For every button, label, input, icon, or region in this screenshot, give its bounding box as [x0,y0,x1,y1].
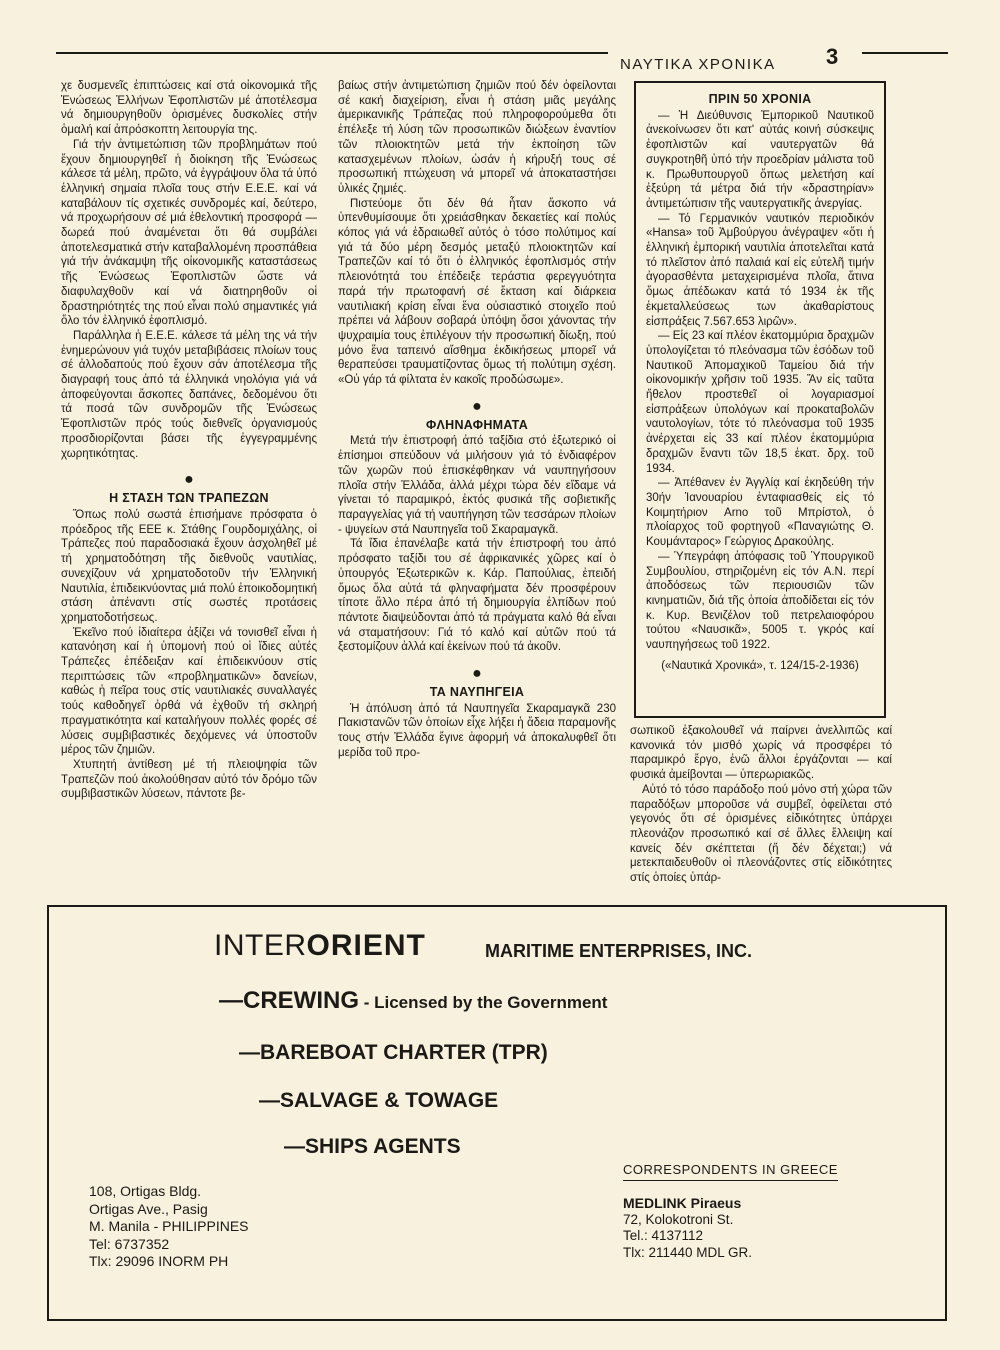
box-paragraph: — Εἰς 23 καί πλέον ἑκατομμύρια δραχμῶν ὑπολογίζεται τό πλεόνασμα τῶν ἐσόδων τοῦ Ναυτικοῦ Ἀπομαχικοῦ Ταμείου διά τήν οἰκονομικήν χρῆσιν τοῦ 1935. Ἄν εἰς ταῦτα ἤθελον προστεθεῖ οἱ λογαριασμοί εἰσπράξεων ὑπολόγων καί προκαταβολῶν ναυτολογίων, τότε τό πλεόνασμα τοῦ 1935 ἀνέρχεται εἰς 33 καί πλέον ἑκατομμύρια δραχμῶν ἔναντι τῶν 18,5 ἑκατ. δρχ. τοῦ 1934. [646,330,874,475]
address-line: Tel: 6737352 [89,1235,170,1252]
fifty-years-ago-box [634,81,886,718]
col2-paragraph: Ἡ ἀπόλυση ἀπό τά Ναυπηγεῖα Σκαραμαγκᾶ 230 Πακιστανῶν τῶν ὁποίων εἶχε λήξει ἡ ἄδεια παραμονῆς τους στήν Ἑλλάδα ἔγινε ἀφορμή νά ἀποκαλυφθεῖ ὅτι μερίδα τοῦ προ- [338,702,616,759]
correspondent-name: MEDLINK Piraeus [623,1195,742,1211]
box-source: («Ναυτικά Χρονικά», τ. 124/15-2-1936) [661,659,859,672]
address-line: Ortigas Ave., Pasig [89,1200,208,1217]
company-name: MARITIME ENTERPRISES, INC. [485,941,753,961]
col3-paragraph: σωπικοῦ ἐξακολουθεῖ νά παίρνει ἀνελλιπῶς καί κανονικά τόν μισθό χωρίς νά προσφέρει τό παραμικρό ἔργο, ἐνῶ ἄλλοι ἐργάζονται — καί φυσικά ἀμείβονται — ὑπερωριακῶς. [630,725,892,782]
address-line: M. Manila - PHILIPPINES [89,1218,249,1234]
col1-paragraph: Ἐκεῖνο πού ἰδιαίτερα ἀξίζει νά τονισθεῖ εἶναι ἡ κατανόηση καί ἡ ὑπομονή πού οἱ ἴδιες αὐτές Τράπεζες ἐπέδειξαν καί ἐπιδεικνύουν στίς περιπτώσεις τῶν «προβληματικῶν» δανείων, καθώς ἡ πεῖρα τους στίς ναυτιλιακές συναλλαγές τούς καθοδηγεῖ ὀρθά νά ἐχθοῦν τή σκληρή πραγματικότητα καί καταλήγουν πολλές φορές σέ λύσεις συμβιβαστικές δεχόμενες νά ὑποστοῦν μέρος τῶν ζημιῶν. [61,626,317,757]
correspondents-heading: CORRESPONDENTS IN GREECE [623,1162,838,1181]
service-salvage: —SALVAGE & TOWAGE [259,1089,499,1112]
publication-title: ΝΑΥΤΙΚΑ ΧΡΟΝΙΚΑ [620,56,776,73]
section-heading-shipyards: ΤΑ ΝΑΥΠΗΓΕΙΑ [429,685,525,700]
page-number: 3 [826,44,839,69]
box-paragraph: — Τό Γερμανικόν ναυτικόν περιοδικόν «Hansa» τοῦ Ἀμβούργου ἀνέγραψεν «ὅτι ἡ ἑλληνική ἐμπορική ναυτιλία ἀποτελεῖται κατά τό πλεῖστον ἀπό παλαιά καί εἰς εὐτελῆ τιμήν ἀγορασθέντα μεταχειρισμένα πλοῖα, ἅτινα ὅμως ἀπέδωκαν κατά τό 1934 ἐκ τῆς ἐκμεταλλεύσεως των ἀκαθαρίστους εἰσπράξεις 7.567.653 λιρῶν». [646,212,874,328]
address-line: Tlx: 29096 INORM PH [89,1253,229,1269]
col3-paragraph: Αὐτό τό τόσο παράδοξο πού μόνο στή χώρα τῶν παραδόξων μποροῦσε νά συμβεῖ, ὀφείλεται στό γεγονός ὅτι σέ ὁρισμένες εἰδικότητες ὑπάρχει πλεονάζον προσωπικό καί σέ ἄλλες ἔλλειψη καί κανείς δέν σκέπτεται (ἤ δέν δέχεται;) νά μετεκπαιδευθοῦν οἱ πλεονάζοντες στίς εἰδικότητες στίς ὁποίες ὑπάρ- [630,783,892,885]
col1-paragraph: Γιά τήν ἀντιμετώπιση τῶν προβλημάτων πού ἔχουν δημιουργηθεῖ ἡ διοίκηση τῆς Ἑνώσεως κάλεσε τά μέλη, πρῶτο, νά ἐγγράψουν ὅλα τά ὑπό ἑλληνική σημαία πλοῖα τους στήν Ε.Ε.Ε. καί νά καταβάλουν τίς σχετικές συνδρομές καί, δεύτερο, νά προχωρήσουν σέ μιά ἐθελοντική προσφορά — δωρεά πού ἀναμένεται ὅτι θά συμβάλει ἀποτελεσματικά στήν καταβαλλομένη προσπάθεια γιά τήν ἀνάκαμψη τῆς οἰκονομικῆς καταστάσεως τῆς Ἑνώσεως Ἐφοπλιστῶν ὥστε νά διαφυλαχθοῦν καί νά διατηρηθοῦν οἱ δραστηριότητές της πού εἶναι πολύ σημαντικές γιά ὅλο τόν ἑλληνικό ἐφοπλισμό. [61,138,317,328]
interorient-logo: INTERORIENT [214,929,426,962]
col1-paragraph: Παράλληλα ἡ Ε.Ε.Ε. κάλεσε τά μέλη της νά τήν ἐνημερώνουν γιά τυχόν μεταβιβάσεις πλοίων τους σέ ἀλλοδαπούς πού ἔχουν σάν ἀποτέλεσμα τῆς διαγραφή τους ἀπό τά ἑλληνικά νηολόγια γιά νά ἀποφεύγονται ἄσκοπες δαπάνες, δεδομένου ὅτι τά ποσά τῶν συνδρομῶν τῆς Ἑνώσεως Ἐφοπλιστῶν πρός τούς διεθνεῖς ὀργανισμούς προσδιορίζονται βάσει τῆς ἐγγεγραμμένης χωρητικότητας. [61,329,317,460]
box-title: ΠΡΙΝ 50 ΧΡΟΝΙΑ [708,92,812,106]
service-agents: —SHIPS AGENTS [284,1135,461,1158]
header-rule-left [56,52,608,54]
interorient-advertisement [47,905,947,1321]
correspondent-line: 72, Kolokotroni St. [623,1211,734,1227]
section-bullet: ● [184,471,194,489]
col2-paragraph: Πιστεύομε ὅτι δέν θά ἦταν ἄσκοπο νά ὑπενθυμίσουμε ὅτι χρειάσθηκαν δεκαετίες καί πολύς κόπος γιά νά ἑδραιωθεῖ αὐτός ὁ τόσο πολύτιμος καί γιά τά δύο μέρη δεσμός μεταξύ πλοιοκτητῶν καί Τραπεζῶν καί τό ὅτι ὁ ἑλληνικός ἐφοπλισμός στήν πλειονότητά του ἐπέδειξε τεράστια φερεγγυότητα παρά τήν πρωτοφανή σέ ἔκταση καί διάρκεια ναυτιλιακή κρίση εἶναι ἕνα οὐσιαστικό στοιχεῖο πού πρέπει νά λάβουν σοβαρά ὑπόψη ὅσοι χάνοντας τήν ψυχραιμία τους ἐπιλέγουν τήν προσωπική δίωξη, πού μόνο ἕνα ταπεινό αἴσθημα ἐκδικήσεως μπορεῖ νά θεραπεύσει τραυματίζοντας ὅμως τή πολύτιμη σχέση. «Οὐ γάρ τά φίλτατα ἐν κακοῖς προδώσωμε». [338,197,616,387]
address-line: 108, Ortigas Bldg. [89,1183,202,1199]
col2-paragraph: Μετά τήν ἐπιστροφή ἀπό ταξίδια στό ἐξωτερικό οἱ ἐπίσημοι σπεύδουν νά μιλήσουν γιά τό ἐνδιαφέρον τῶν χωρῶν πού ἐπισκέφθηκαν νά ναυπηγήσουν πλοῖα στήν Ἑλλάδα, ἀλλά μέχρι τώρα δέν εἴδαμε νά γίνεται τό παραμικρό, ἐκτός φυσικά τῆς σοβιετικῆς παραγγελίας γιά τή ναυπήγηση τῶν τεσσάρων πλοίων - ψυγείων στά Ναυπηγεῖα τοῦ Σκαραμαγκᾶ. [338,435,616,536]
box-paragraph: — Ἀπέθανεν ἐν Ἀγγλίᾳ καί ἐκηδεύθη τήν 30ήν Ἰανουαρίου ἐνταφιασθείς εἰς τό Κοιμητήριον Arno τοῦ Μπρίστολ, ὁ πλοίαρχος τοῦ φορτηγοῦ «Παναγιώτης Θ. Κουμάνταρος» Γεώργιος Δρακούλης. [646,477,874,549]
col2-paragraph: βαίως στήν ἀντιμετώπιση ζημιῶν πού δέν ὀφείλονται σέ κακή διαχείριση, εἶναι ἡ στάση μιᾶς μεγάλης ἀμερικανικῆς Τράπεζας πού πληροφορούμεθα ὅτι ἐπέλεξε τή λύση τῶν προσωπικῶν διώξεων ἐναντίον τῶν πλοιοκτητῶν μετά τήν ἐκποίηση τῶν κατασχεμένων πλοίων, ὡσάν ἡ κήρυξή τους σέ προσωπική πτώχευση νά μπορεῖ νά ἀποκαταστήσει ὑλικές ζημιές. [338,80,616,195]
section-heading-banks: Η ΣΤΑΣΗ ΤΩΝ ΤΡΑΠΕΖΩΝ [109,491,269,506]
column-3 [630,724,892,886]
box-paragraph: — Ἡ Διεύθυνσις Ἐμπορικοῦ Ναυτικοῦ ἀνεκοίνωσεν ὅτι κατ' αὐτάς κοινή σύσκεψις ἐφοπλιστῶν καί ναυτεργατῶν θά συγκροτηθῆ ὑπό τήν προεδρίαν μάλιστα τοῦ κ. Πρωθυπουργοῦ ὅπως μελετήση καί ἐξεύρη τά μέτρα διά τήν «δραστηρίαν» ἀντιμετώπισιν τῆς ναυτεργατικῆς ἀνεργίας. [646,109,874,210]
section-bullet: ● [472,397,482,415]
section-bullet: ● [472,665,482,683]
box-text [646,92,874,673]
box-paragraph: — Ὑπεγράφη ἀπόφασις τοῦ Ὑπουργικοῦ Συμβουλίου, στηριζομένη εἰς τόν Α.Ν. περί ἀποδόσεως τῶν περιουσιῶν τῶν κινηματιῶν, διά τῆς ὁποία ἀποδίδεται εἰς τόν κ. Κυρ. Βενιζέλον τοῦ πετρελαιοφόρου τούτου «Ναυσικᾶ», 5005 τ. γκρός καί ναυπηγήσεως τοῦ 1922. [646,550,874,652]
crewing-license-note: - Licensed by the Government [359,993,608,1012]
col1-paragraph: Ὅπως πολύ σωστά ἐπισήμανε πρόσφατα ὁ πρόεδρος τῆς ΕΕΕ κ. Στάθης Γουρδομιχάλης, οἱ Τράπεζες πού παραδοσιακά ἔχουν ἀσχοληθεῖ μέ τή χρηματοδότηση τῆς διεθνοῦς ναυτιλίας, συνεχίζουν νά χρηματοδοτοῦν τήν Ἑλληνική Ναυτιλία, ἐπιδεικνύοντας μιά πολύ ἐποικοδομητική στάση ἀπέναντι στίς σωστές προτάσεις χρηματοδοτήσεως. [61,508,317,624]
header-rule-right [862,52,948,54]
correspondent-line: Tlx: 211440 MDL GR. [623,1244,753,1260]
column-2 [338,79,616,761]
service-bareboat: —BAREBOAT CHARTER (TPR) [239,1041,548,1064]
correspondent-line: Tel.: 4137112 [623,1228,704,1243]
correspondent-block [623,1195,752,1261]
col2-paragraph: Τά ἴδια ἐπανέλαβε κατά τήν ἐπιστροφή του ἀπό πρόσφατο ταξίδι του σέ ἀφρικανικές χῶρες καί ὁ ὑπουργός Ἐξωτερικῶν κ. Κάρ. Παπούλιας, ἐπειδή ὅμως ὅλα αὐτά τά φληναφήματα δέν προσφέρουν τίποτε ἄλλο πέρα ἀπό τή δημιουργία ἐλπίδων πού πάντοτε διαψεύδονται ἀπό τά πράγματα καλό θά εἶναι νά σταματήσουν: Γιά τό καλό καί αὐτῶν πού τά ξεστομίζουν ἀλλά καί ἐκείνων πού τά ἀκοῦν. [338,538,616,654]
service-crewing: —CREWING - Licensed by the Government [219,987,608,1014]
section-heading-flinafimata: ΦΛΗΝΑΦΗΜΑΤΑ [425,417,529,432]
column-1 [61,79,317,802]
col1-paragraph: Χτυπητή ἀντίθεση μέ τή πλειοψηφία τῶν Τραπεζῶν πού ἀκολούθησαν αὐτό τόν δρόμο τῶν συμβιβαστικῶν λύσεων, πάντοτε βε- [61,758,317,801]
company-address [89,1183,249,1271]
col1-paragraph: χε δυσμενεῖς ἐπιπτώσεις καί στά οἰκονομικά τῆς Ἑνώσεως Ἑλλήνων Ἐφοπλιστῶν μέ ἀποτέλεσμα νά δημιουργηθοῦν ὁρισμένες δυσκολίες στήν ὁμαλή καί ἀπρόσκοπτη λειτουργία της. [61,80,317,137]
